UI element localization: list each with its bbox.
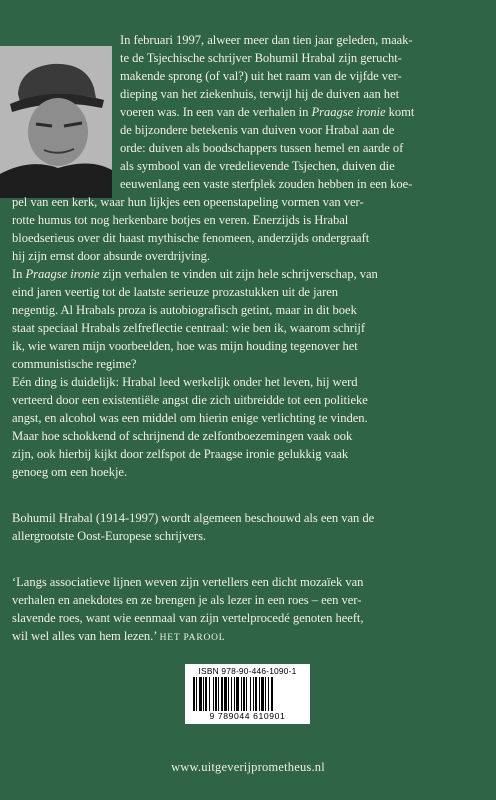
text-line bbox=[12, 427, 352, 445]
text-span: Bohumil Hrabal (1914-1997) wordt algemeen beschouwd als een van de bbox=[12, 511, 375, 525]
barcode-bar bbox=[255, 677, 257, 711]
barcode-bar bbox=[215, 677, 217, 711]
text-line bbox=[12, 247, 210, 265]
text-span: zijn, ook hierbij kijkt door zelfspot de Praagse ironie gelukkig vaak bbox=[12, 447, 349, 461]
text-line bbox=[12, 319, 365, 337]
text-line bbox=[12, 283, 338, 301]
text-line bbox=[12, 445, 348, 463]
barcode-bar bbox=[246, 677, 247, 711]
barcode-bar bbox=[250, 677, 251, 711]
text-line bbox=[12, 409, 368, 427]
text-span: negentig. Al Hrabals proza is autobiografisch getint, maar in dit boek bbox=[12, 303, 357, 317]
barcode-digits: 9 789044 610901 bbox=[209, 711, 286, 721]
barcode-bar bbox=[224, 677, 227, 711]
barcode-bar bbox=[231, 677, 232, 711]
text-span: komt bbox=[385, 105, 415, 119]
text-line bbox=[12, 301, 357, 319]
barcode-bar bbox=[205, 677, 207, 711]
text-line bbox=[12, 337, 358, 355]
text-span: staat speciaal Hrabals zelfreflectie centraal: wie ben ik, waarom schrijf bbox=[12, 321, 365, 335]
text-line bbox=[12, 193, 364, 211]
text-span: hij zijn ernst door absurde overdrijving. bbox=[12, 249, 211, 263]
text-span: angst, en alcohol was een middel om hierin enige verlichting te vinden. bbox=[12, 411, 368, 425]
text-line bbox=[12, 509, 374, 527]
text-line bbox=[120, 175, 412, 193]
text-line bbox=[120, 85, 399, 103]
text-line bbox=[12, 373, 358, 391]
barcode-bar bbox=[221, 677, 223, 711]
text-line bbox=[12, 391, 368, 409]
barcode-bar bbox=[268, 677, 269, 711]
text-line bbox=[120, 121, 394, 139]
text-span: makende sprong (of val?) uit het raam van de vijfde ver- bbox=[120, 69, 402, 83]
text-span: verteerd door een existentiële angst die zich uitbreidde tot een politieke bbox=[12, 393, 368, 407]
barcode-bar bbox=[213, 677, 214, 711]
text-span: ik, wie waren mijn voorbeelden, hoe was mijn houding tegenover het bbox=[12, 339, 358, 353]
text-span: In bbox=[12, 267, 26, 281]
text-span: Maar hoe schokkend of schrijnend de zelfontboezemingen vaak ook bbox=[12, 429, 353, 443]
publisher-website: www.uitgeverijprometheus.nl bbox=[171, 760, 325, 774]
text-span: ‘Langs associatieve lijnen weven zijn vertellers een dicht mozaïek van bbox=[12, 575, 364, 589]
barcode-bar bbox=[228, 677, 229, 711]
text-line bbox=[120, 67, 402, 85]
isbn-barcode bbox=[185, 664, 310, 724]
text-line bbox=[12, 573, 363, 591]
barcode-bar bbox=[203, 677, 204, 711]
text-span: de bijzondere betekenis van duiven voor Hrabal aan de bbox=[120, 123, 395, 137]
text-line bbox=[12, 591, 361, 609]
text-line bbox=[120, 49, 402, 67]
text-span: rotte humus tot nog herkenbare botjes en veren. Enerzijds is Hrabal bbox=[12, 213, 349, 227]
text-span: allergrootste Oost-Europese schrijvers. bbox=[12, 529, 207, 543]
isbn-label: ISBN 978-90-446-1090-1 bbox=[198, 666, 297, 676]
text-line bbox=[120, 157, 395, 175]
text-span: eind jaren veertig tot de laatste serieuze prozastukken uit de jaren bbox=[12, 285, 338, 299]
text-span: communistische regime? bbox=[12, 357, 137, 371]
text-line bbox=[120, 139, 403, 157]
barcode-bar bbox=[243, 677, 245, 711]
text-span: slavende roes, want wie eenmaal van zijn vertelprocedé genoten heeft, bbox=[12, 611, 364, 625]
text-line bbox=[12, 211, 348, 229]
text-line bbox=[120, 103, 414, 121]
text-span: verhalen en anekdotes en ze brengen je als lezer in een roes – een ver- bbox=[12, 593, 362, 607]
barcode-bar bbox=[196, 677, 197, 711]
text-line bbox=[12, 229, 369, 247]
barcode-bar bbox=[209, 677, 210, 711]
book-title: Praagse ironie bbox=[25, 267, 100, 281]
barcode-bar bbox=[199, 677, 202, 711]
barcode-bar bbox=[265, 677, 266, 711]
text-span: bloedserieus over dit haast mythische fenomeen, anderzijds ondergraaft bbox=[12, 231, 370, 245]
barcode-bar bbox=[193, 677, 195, 711]
quote-source: HET PAROOL bbox=[159, 633, 226, 643]
text-line bbox=[12, 355, 136, 373]
barcode-bar bbox=[259, 677, 260, 711]
barcode-icon bbox=[193, 677, 302, 711]
text-span: eeuwenlang een vaste sterfplek zouden hebben in een koe- bbox=[120, 177, 413, 191]
text-line bbox=[12, 627, 225, 647]
text-span: genoeg om een hoekje. bbox=[12, 465, 128, 479]
text-span: orde: duiven als boodschappers tussen hemel en aarde of bbox=[120, 141, 404, 155]
text-line bbox=[12, 527, 206, 545]
text-span: zijn verhalen te vinden uit zijn hele schrijverschap, van bbox=[99, 267, 378, 281]
barcode-bar bbox=[241, 677, 242, 711]
barcode-bar bbox=[271, 677, 273, 711]
barcode-bar bbox=[234, 677, 235, 711]
text-span: voeren was. In een van de verhalen in bbox=[120, 105, 312, 119]
text-line bbox=[12, 463, 127, 481]
text-span: als symbool van de vredelievende Tsjechen, duiven die bbox=[120, 159, 395, 173]
text-span: pel van een kerk, waar hun lijkjes een opeenstapeling vormen van ver- bbox=[12, 195, 364, 209]
text-span: dieping van het ziekenhuis, terwijl hij de duiven aan het bbox=[120, 87, 400, 101]
text-line bbox=[12, 609, 363, 627]
text-line bbox=[12, 265, 378, 283]
barcode-bar bbox=[261, 677, 264, 711]
text-line bbox=[120, 31, 413, 49]
barcode-bar bbox=[253, 677, 254, 711]
book-title: Praagse ironie bbox=[311, 105, 386, 119]
barcode-bar bbox=[236, 677, 239, 711]
barcode-bar bbox=[218, 677, 219, 711]
text-span: Eén ding is duidelijk: Hrabal leed werkelijk onder het leven, hij werd bbox=[12, 375, 358, 389]
text-span: te de Tsjechische schrijver Bohumil Hrabal zijn gerucht- bbox=[120, 51, 402, 65]
text-span: wil wel alles van hem lezen.’ bbox=[12, 629, 160, 643]
text-span: In februari 1997, alweer meer dan tien jaar geleden, maak- bbox=[120, 33, 413, 47]
